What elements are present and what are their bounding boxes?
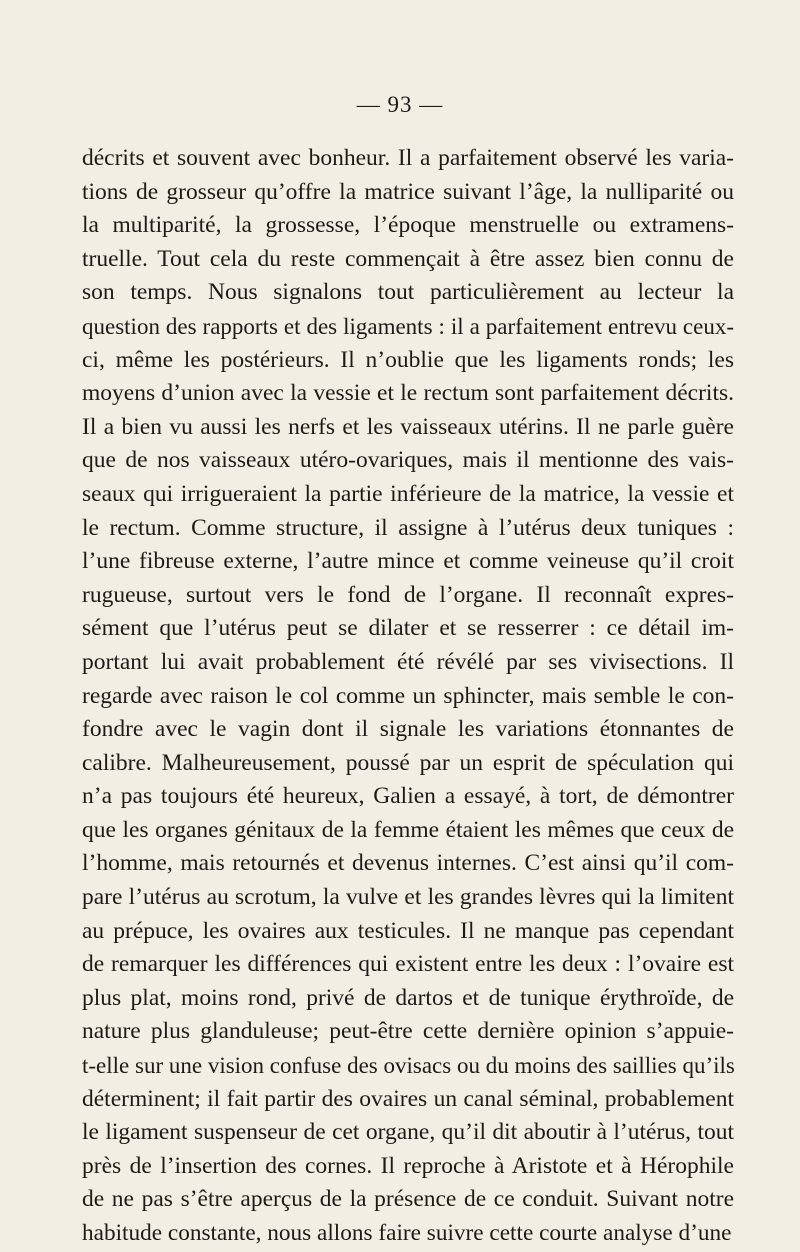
text-line: que les organes génitaux de la femme étaient les mêmes que ceux de <box>82 816 734 843</box>
text-line: habitude constante, nous allons faire suivre cette courte analyse d’une <box>82 1220 732 1246</box>
text-line: décrits et souvent avec bonheur. Il a parfaitement observé les varia- <box>82 145 734 171</box>
text-line: ci, même les postérieurs. Il n’oublie que les ligaments ronds; les <box>82 346 734 373</box>
text-line: calibre. Malheureusement, poussé par un esprit de spéculation qui <box>82 749 734 776</box>
text-line: n’a pas toujours été heureux, Galien a essayé, à tort, de démontrer <box>82 783 734 810</box>
text-line: Il a bien vu aussi les nerfs et les vaisseaux utérins. Il ne parle guère <box>82 413 734 440</box>
text-line: fondre avec le vagin dont il signale les variations étonnantes de <box>82 716 734 743</box>
text-line: la multiparité, la grossesse, l’époque menstruelle ou extramens- <box>82 212 734 239</box>
text-line: de ne pas s’être aperçus de la présence de ce conduit. Suivant notre <box>82 1186 734 1213</box>
text-line: déterminent; il fait partir des ovaires un canal séminal, probablement <box>82 1085 734 1112</box>
text-line: près de l’insertion des cornes. Il reproche à Aristote et à Hérophile <box>82 1152 734 1179</box>
text-line: l’une fibreuse externe, l’autre mince et comme veineuse qu’il croit <box>82 548 734 575</box>
text-line: plus plat, moins rond, privé de dartos et de tunique érythroïde, de <box>82 984 734 1011</box>
text-line: tions de grosseur qu’offre la matrice suivant l’âge, la nulliparité ou <box>82 178 734 205</box>
text-line: moyens d’union avec la vessie et le rectum sont parfaitement décrits. <box>82 380 734 407</box>
text-line: sément que l’utérus peut se dilater et se resserrer : ce détail im- <box>82 615 734 642</box>
text-line: nature plus glanduleuse; peut-être cette dernière opinion s’appuie- <box>82 1018 734 1045</box>
body-text <box>82 142 734 1251</box>
text-line: au prépuce, les ovaires aux testicules. Il ne manque pas cependant <box>82 917 734 944</box>
text-line: pare l’utérus au scrotum, la vulve et les grandes lèvres qui la limitent <box>82 884 734 911</box>
text-line: truelle. Tout cela du reste commençait à être assez bien connu de <box>82 245 734 272</box>
text-line: rugueuse, surtout vers le fond de l’organe. Il reconnaît expres- <box>82 581 734 608</box>
page-number: — 93 — <box>356 92 444 117</box>
text-line: question des rapports et des ligaments : il a parfaitement entrevu ceux- <box>82 313 734 339</box>
text-line: que de nos vaisseaux utéro-ovariques, mais il mentionne des vais- <box>82 447 734 474</box>
text-line: son temps. Nous signalons tout particulièrement au lecteur la <box>82 279 734 306</box>
text-line: le rectum. Comme structure, il assigne à l’utérus deux tuniques : <box>82 514 734 541</box>
text-line: regarde avec raison le col comme un sphincter, mais semble le con- <box>82 682 734 709</box>
text-line: le ligament suspenseur de cet organe, qu’il dit aboutir à l’utérus, tout <box>82 1119 734 1146</box>
text-line: t-elle sur une vision confuse des ovisacs ou du moins des saillies qu’ils <box>82 1053 735 1079</box>
text-line: de remarquer les différences qui existent entre les deux : l’ovaire est <box>82 951 734 978</box>
text-line: portant lui avait probablement été révélé par ses vivisections. Il <box>82 648 734 675</box>
text-line: l’homme, mais retournés et devenus internes. C’est ainsi qu’il com- <box>82 850 734 877</box>
text-line: seaux qui irrigueraient la partie inférieure de la matrice, la vessie et <box>82 480 734 507</box>
